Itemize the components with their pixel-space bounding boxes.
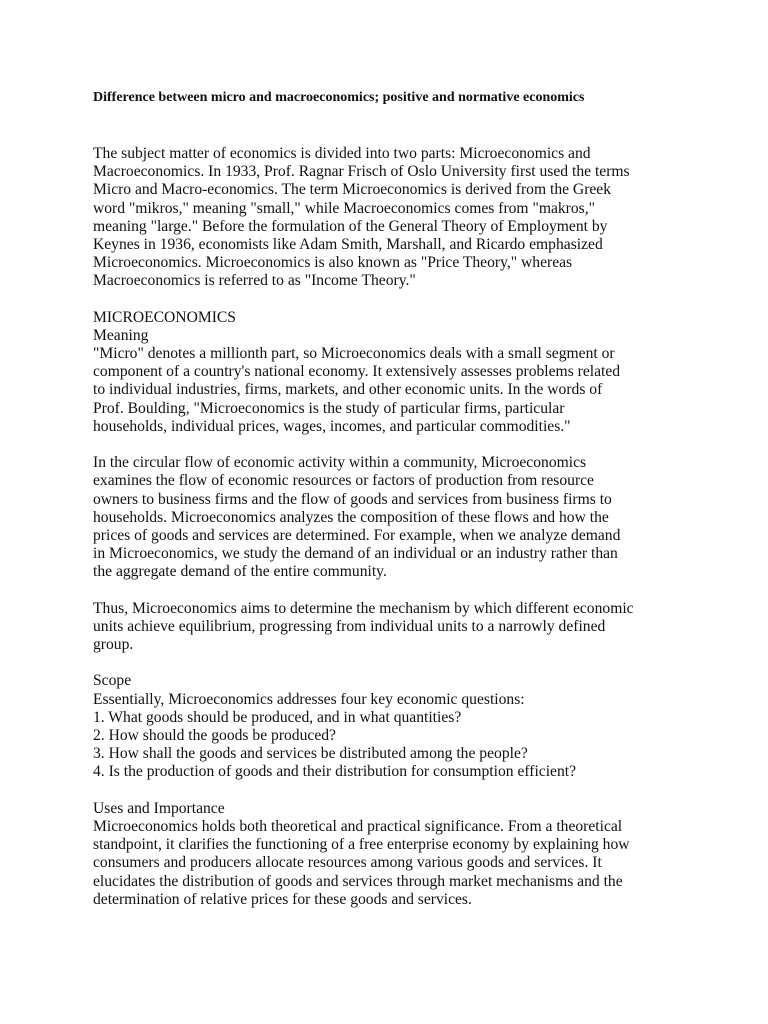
thus-paragraph — [93, 600, 693, 655]
text-line: Micro and Macro-economics. The term Microeconomics is derived from the Greek — [93, 181, 612, 199]
text-line: word "mikros," meaning "small," while Macroeconomics comes from "makros," — [93, 199, 595, 217]
text-line: Keynes in 1936, economists like Adam Smith, Marshall, and Ricardo emphasized — [93, 235, 603, 253]
paragraph-gap — [93, 291, 693, 309]
text-line: The subject matter of economics is divided into two parts: Microeconomics and — [93, 145, 591, 162]
section-heading-microeconomics: MICROECONOMICS — [93, 308, 236, 326]
subheading-scope: Scope — [93, 672, 132, 690]
text-line: component of a country's national economy. It extensively assesses problems related — [93, 363, 621, 381]
uses-paragraph — [93, 818, 693, 909]
subheading-meaning: Meaning — [93, 326, 149, 344]
text-line: consumers and producers allocate resources among various goods and services. It — [93, 854, 602, 872]
list-item: 2. How should the goods be produced? — [93, 727, 336, 744]
text-line: In the circular flow of economic activity within a community, Microeconomics — [93, 454, 587, 472]
paragraph-gap — [93, 582, 693, 600]
text-line: Microeconomics holds both theoretical and practical significance. From a theoretical — [93, 817, 623, 835]
scope-list — [93, 709, 693, 782]
text-line: elucidates the distribution of goods and services through market mechanisms and the — [93, 872, 623, 890]
text-line: Prof. Boulding, "Microeconomics is the study of particular firms, particular — [93, 399, 565, 417]
document-body — [93, 145, 693, 909]
text-line: meaning "large." Before the formulation of the General Theory of Employment by — [93, 217, 608, 235]
text-line: households. Microeconomics analyzes the composition of these flows and how the — [93, 508, 609, 526]
document-title: Difference between micro and macroeconomics; positive and normative economics — [93, 90, 585, 105]
intro-paragraph — [93, 145, 693, 291]
paragraph-gap — [93, 654, 693, 672]
text-line: Thus, Microeconomics aims to determine the mechanism by which different economic — [93, 599, 634, 617]
text-line: Macroeconomics. In 1933, Prof. Ragnar Frisch of Oslo University first used the terms — [93, 163, 630, 181]
paragraph-gap — [93, 436, 693, 454]
scope-intro: Essentially, Microeconomics addresses four key economic questions: — [93, 690, 525, 708]
text-line: in Microeconomics, we study the demand of an individual or an industry rather than — [93, 545, 618, 563]
list-item: 3. How shall the goods and services be distributed among the people? — [93, 745, 528, 763]
circular-flow-paragraph — [93, 454, 693, 581]
text-line: group. — [93, 636, 134, 654]
meaning-paragraph — [93, 345, 693, 436]
text-line: to individual industries, firms, markets, and other economic units. In the words of — [93, 381, 603, 399]
text-line: determination of relative prices for these goods and services. — [93, 890, 472, 908]
list-item: 1. What goods should be produced, and in what quantities? — [93, 708, 462, 726]
text-line: prices of goods and services are determined. For example, when we analyze demand — [93, 526, 621, 544]
text-line: "Micro" denotes a millionth part, so Microeconomics deals with a small segment or — [93, 345, 615, 363]
list-item: 4. Is the production of goods and their distribution for consumption efficient? — [93, 763, 577, 781]
text-line: standpoint, it clarifies the functioning of a free enterprise economy by explaining how — [93, 836, 630, 854]
text-line: examines the flow of economic resources or factors of production from resource — [93, 472, 594, 490]
text-line: households, individual prices, wages, incomes, and particular commodities." — [93, 417, 571, 435]
text-line: Microeconomics. Microeconomics is also known as "Price Theory," whereas — [93, 254, 573, 272]
text-line: Macroeconomics is referred to as "Income Theory." — [93, 272, 416, 290]
text-line: owners to business firms and the flow of goods and services from business firms to — [93, 490, 612, 508]
text-line: units achieve equilibrium, progressing from individual units to a narrowly defined — [93, 617, 606, 635]
text-line: the aggregate demand of the entire community. — [93, 563, 387, 581]
paragraph-gap — [93, 782, 693, 800]
subheading-uses-importance: Uses and Importance — [93, 799, 225, 817]
